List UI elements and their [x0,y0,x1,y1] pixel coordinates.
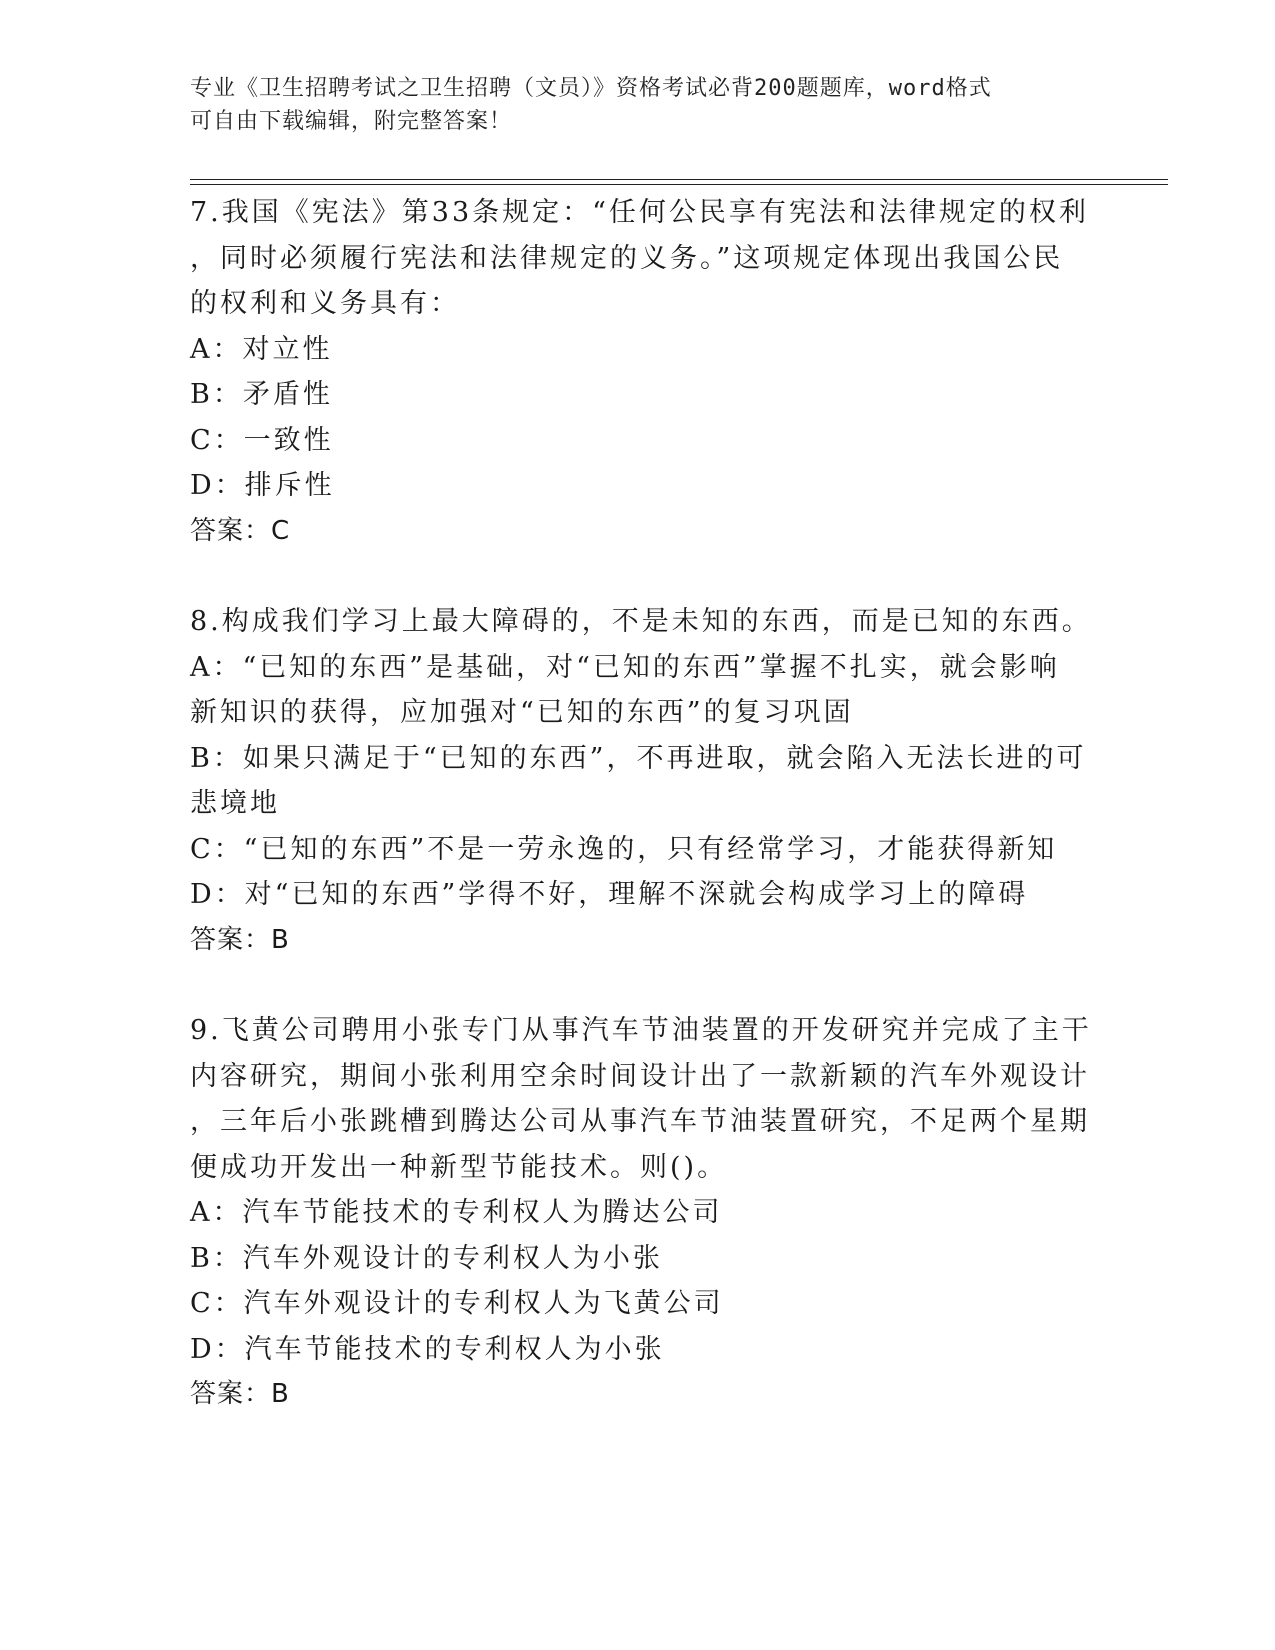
question-8 [190,599,1090,963]
option-c: C：一致性 [190,424,334,456]
option-c: C：汽车外观设计的专利权人为飞黄公司 [190,1288,724,1319]
document-header [190,72,1090,138]
option-b-continued: 悲境地 [190,788,280,819]
option-b: B：如果只满足于“已知的东西”，不再进取，就会陷入无法长进的可 [190,742,1087,774]
question-9 [190,1008,1090,1418]
question-7 [190,190,1090,554]
question-stem-line: ，同时必须履行宪法和法律规定的义务。”这项规定体现出我国公民 [190,242,1064,274]
header-divider-top [190,179,1168,180]
question-stem-line: 9.飞黄公司聘用小张专门从事汽车节油装置的开发研究并完成了主干 [190,1015,1092,1046]
header-line-2: 可自由下载编辑，附完整答案！ [190,109,513,134]
question-stem-line: 7.我国《宪法》第33条规定：“任何公民享有宪法和法律规定的权利 [190,197,1089,228]
question-stem-line: ，三年后小张跳槽到腾达公司从事汽车节油装置研究，不足两个星期 [190,1106,1090,1137]
option-a-continued: 新知识的获得，应加强对“已知的东西”的复习巩固 [190,697,854,728]
option-b: B：矛盾性 [190,379,333,410]
answer-label: 答案：B [190,924,290,955]
option-a: A：汽车节能技术的专利权人为腾达公司 [190,1197,723,1228]
answer-label: 答案：C [190,515,291,546]
header-divider-bottom [190,184,1168,185]
question-stem-line: 8.构成我们学习上最大障碍的，不是未知的东西，而是已知的东西。 [190,606,1092,637]
option-a: A：“已知的东西”是基础，对“已知的东西”掌握不扎实，就会影响 [190,651,1060,683]
question-stem-line: 的权利和义务具有： [190,288,460,319]
question-stem-line: 内容研究，期间小张利用空余时间设计出了一款新颖的汽车外观设计 [190,1060,1090,1092]
header-line-1: 专业《卫生招聘考试之卫生招聘（文员）》资格考试必背200题题库，word格式 [190,76,992,101]
option-a: A：对立性 [190,333,333,365]
option-b: B：汽车外观设计的专利权人为小张 [190,1242,663,1274]
option-d: D：对“已知的东西”学得不好，理解不深就会构成学习上的障碍 [190,879,1029,910]
option-d: D：汽车节能技术的专利权人为小张 [190,1333,665,1365]
question-stem-line: 便成功开发出一种新型节能技术。则()。 [190,1151,728,1183]
option-d: D：排斥性 [190,470,335,501]
answer-label: 答案：B [190,1379,290,1409]
option-c: C：“已知的东西”不是一劳永逸的，只有经常学习，才能获得新知 [190,833,1058,865]
question-list [190,190,1090,1418]
